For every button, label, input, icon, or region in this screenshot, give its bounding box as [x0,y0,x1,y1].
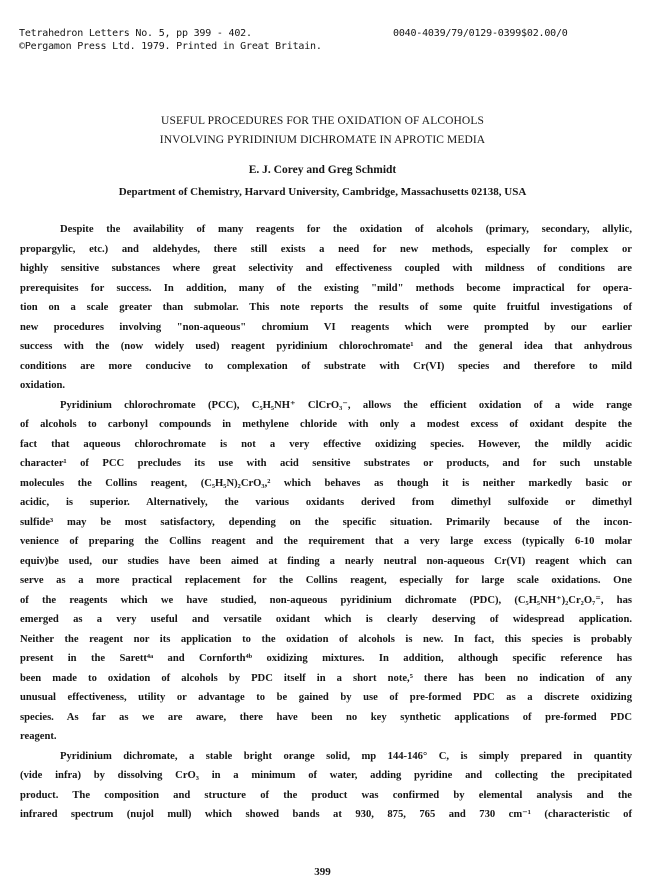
body-line: present in the Sarett⁴ᵃ and Cornforth⁴ᵇ oxidizing mixtures. In addition, although specific reference has [20,653,632,664]
author-list: E. J. Corey and Greg Schmidt [248,164,397,176]
body-line: Neither the reagent nor its application to the oxidation of alcohols is new. In fact, this species is probably [20,633,632,645]
body-line: prerequisites for success. In addition, many of the existing "mild" methods become impractical for opera- [20,282,632,294]
body-line: venience of preparing the Collins reagent and the requirement that a very large excess (typically 6-10 molar [20,536,632,547]
body-line: species. As far as we are aware, there have been no key synthetic applications of pre-formed PDC [20,711,632,723]
body-line: been made to oxidation of alcohols by PDC itself in a short note,⁵ there has been no indication of any [20,672,632,684]
body-line: character¹ of PCC precludes its use with acid sensitive substrates or products, and for such unstable [20,458,632,469]
body-line: serve as a more practical replacement for the Collins reagent, especially for large scale oxidations. One [20,575,632,586]
body-line: sulfide³ may be most satisfactory, depending on the specific situation. Primarily because of the incon- [20,516,632,528]
body-line: emerged as a very useful and versatile oxidant which is clearly deserving of widespread application. [20,614,632,625]
body-line: tion on a scale greater than submolar. This note reports the results of some quite fruitful investigations of [20,302,632,313]
title-line-2: INVOLVING PYRIDINIUM DICHROMATE IN APROTIC MEDIA [159,134,486,146]
body-line: of the reagents which we have studied, non-aqueous pyridinium dichromate (PDC), (C₅H₅NH⁺)₂Cr₂O₇⁼, has [20,594,632,606]
author-affiliation: Department of Chemistry, Harvard University, Cambridge, Massachusetts 02138, USA [118,186,527,198]
body-line: equiv)be used, our studies have been aimed at finding a nearly neutral non-aqueous Cr(VI) reagent which can [20,555,632,567]
body-line: Despite the availability of many reagents for the oxidation of alcohols (primary, secondary, allylic, [60,224,632,235]
body-line: product. The composition and structure of the product was confirmed by elemental analysis and the [20,789,632,801]
body-line: molecules the Collins reagent, (C₅H₅N)₂CrO₃,² which behaves as though it is neither markedly basic or [20,477,632,489]
article-body [20,220,632,825]
body-line: acidic, is superior. Alternatively, the various oxidants derived from dimethyl sulfoxide or dimethyl [20,497,632,508]
body-line: unusual effectiveness, utility or advantage to be gained by use of pre-formed PDC as a discrete oxidizing [20,692,632,703]
body-line: success with the (now widely used) reagent pyridinium chlorochromate¹ and the general idea that anhydrous [20,341,632,352]
body-line: Pyridinium chlorochromate (PCC), C₅H₅NH⁺ ClCrO₃⁻, allows the efficient oxidation of a wide range [60,399,632,411]
article-code: 0040-4039/79/0129-0399$02.00/0 [393,28,568,39]
journal-header [19,27,322,53]
body-line: highly sensitive substances where great selectivity and effectiveness coupled with mildness of conditions are [20,263,632,274]
journal-citation: Tetrahedron Letters No. 5, pp 399 - 402. [19,28,252,39]
body-line: fact that aqueous chlorochromate is not a very effective oxidizing species. However, the mildly acidic [20,438,632,450]
body-line: infrared spectrum (nujol mull) which showed bands at 930, 875, 765 and 730 cm⁻¹ (characteristic of [20,809,632,820]
body-line: propargylic, etc.) and aldehydes, there still exists a need for new methods, especially for complex or [20,243,632,255]
body-line: Pyridinium dichromate, a stable bright orange solid, mp 144-146° C, is simply prepared in quantity [60,750,632,762]
body-line: of alcohols to carbonyl compounds in methylene chloride with only a modest excess of oxidant despite the [20,419,632,430]
body-line: oxidation. [20,380,66,391]
body-line: (vide infra) by dissolving CrO₃ in a minimum of water, adding pyridine and collecting the precipitated [20,770,632,781]
body-line: reagent. [20,731,57,742]
article-title [0,112,645,150]
copyright-line: ©Pergamon Press Ltd. 1979. Printed in Great Britain. [19,41,322,52]
body-line: new procedures involving "non-aqueous" chromium VI reagents which were prompted by our earlier [20,321,632,333]
title-line-1: USEFUL PROCEDURES FOR THE OXIDATION OF ALCOHOLS [161,115,484,127]
body-line: conditions are more conducive to complexation of substrate with Cr(VI) species and therefore to mild [20,360,632,372]
page-number: 399 [314,866,331,878]
